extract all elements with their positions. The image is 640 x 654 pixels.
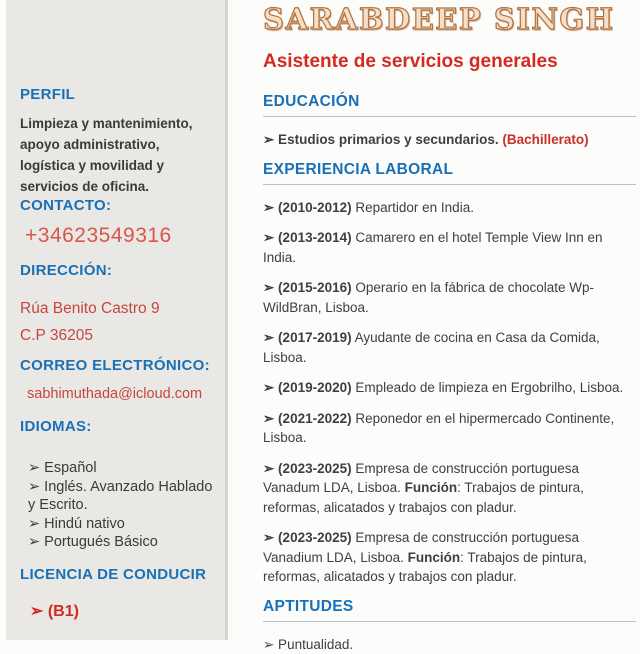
experience-item [263, 198, 636, 218]
text-run: ➢ (2021-2022) [263, 411, 352, 426]
text-run: ➢ (2017-2019) [263, 330, 352, 345]
text-run: Ayudante de cocina en Casa da Comida, Lisboa. [263, 330, 600, 365]
education-section-title: EDUCACIÓN [263, 93, 636, 117]
languages-section-title: IDIOMAS: [20, 418, 213, 435]
experience-item [263, 378, 636, 398]
language-item: ➢ Portugués Básico [28, 533, 213, 552]
experience-item [263, 278, 636, 317]
experience-item [263, 459, 636, 518]
text-run: ➢ Puntualidad. [263, 637, 353, 652]
text-run: Repartidor en India. [352, 200, 474, 215]
text-run: Reponedor en el hipermercado Continente, Lisboa. [263, 411, 614, 446]
address-line-postal: C.P 36205 [20, 322, 213, 349]
profile-section-title: PERFIL [20, 86, 213, 103]
text-run: Función [408, 550, 461, 565]
license-value: ➢ (B1) [30, 601, 213, 621]
job-title: Asistente de servicios generales [263, 51, 636, 73]
text-run: (Bachillerato) [502, 132, 588, 147]
text-run: Función [405, 480, 458, 495]
address-block [20, 295, 213, 349]
skills-section-title: APTITUDES [263, 598, 636, 622]
text-run: ➢ (2019-2020) [263, 380, 352, 395]
text-run: : Trabajos de pintura, reformas, alicatados y trabajos con pladur. [263, 480, 584, 515]
education-list [263, 130, 636, 150]
address-line-street: Rúa Benito Castro 9 [20, 295, 213, 322]
main-column [231, 0, 640, 640]
text-run: ➢ (2015-2016) [263, 280, 352, 295]
language-item: ➢ Español [28, 459, 213, 478]
email-section-title: CORREO ELECTRÓNICO: [20, 357, 213, 374]
text-run: ➢ (2013-2014) [263, 230, 352, 245]
sidebar [6, 0, 228, 640]
experience-list [263, 198, 636, 587]
text-run: Empresa de construcción portuguesa Vanadium LDA, Lisboa. [263, 530, 579, 565]
text-run: Empresa de construcción portuguesa Vanadum LDA, Lisboa. [263, 461, 579, 496]
email-address: sabhimuthada@icloud.com [27, 386, 213, 402]
skill-item [263, 635, 636, 654]
skills-list [263, 635, 636, 654]
text-run: Camarero en el hotel Temple View Inn en India. [263, 230, 603, 265]
address-section-title: DIRECCIÓN: [20, 262, 213, 279]
text-run: ➢ (2010-2012) [263, 200, 352, 215]
text-run: ➢ (2023-2025) [263, 530, 352, 545]
experience-item [263, 328, 636, 367]
languages-list [28, 459, 213, 552]
experience-item [263, 528, 636, 587]
license-section-title: LICENCIA DE CONDUCIR [20, 566, 213, 583]
education-item [263, 130, 636, 150]
language-item: ➢ Hindú nativo [28, 515, 213, 534]
contact-section-title: CONTACTO: [20, 197, 213, 214]
text-run: Empleado de limpieza en Ergobrilho, Lisboa. [352, 380, 624, 395]
phone-number: +34623549316 [25, 224, 213, 248]
experience-item [263, 228, 636, 267]
candidate-name: SARABDEEP SINGH [263, 2, 636, 36]
experience-item [263, 409, 636, 448]
text-run: ➢ Estudios primarios y secundarios. [263, 132, 502, 147]
language-item: ➢ Inglés. Avanzado Hablado y Escrito. [28, 478, 213, 515]
text-run: : Trabajos de pintura, reformas, alicatados y trabajos con pladur. [263, 550, 587, 585]
profile-text: Limpieza y mantenimiento, apoyo administrativo, logística y movilidad y servicios de oficina. [20, 113, 213, 197]
text-run: Operario en la fábrica de chocolate Wp-WildBran, Lisboa. [263, 280, 594, 315]
experience-section-title: EXPERIENCIA LABORAL [263, 161, 636, 185]
text-run: ➢ (2023-2025) [263, 461, 352, 476]
